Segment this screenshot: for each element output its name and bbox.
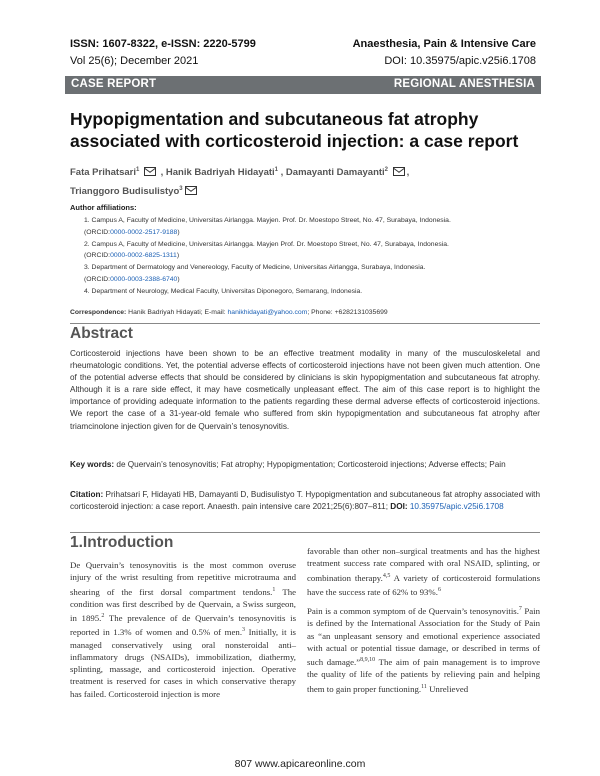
ref-sup: 8,9,10 <box>360 657 376 664</box>
correspondence-post: ; Phone: +6282131035699 <box>307 309 388 316</box>
orcid-label: (ORCID: <box>84 228 111 236</box>
doi-header[interactable]: DOI: 10.35975/apic.v25i6.1708 <box>384 55 536 67</box>
section-banner <box>65 76 541 94</box>
abstract-heading: Abstract <box>70 325 133 342</box>
correspondence <box>70 309 540 316</box>
author-3: , Damayanti Damayanti <box>280 167 385 179</box>
author-2: , Hanik Badriyah Hidayati <box>160 167 275 179</box>
orcid-link[interactable]: 0000-0002-6825-1311 <box>110 252 177 260</box>
intro-paragraph <box>307 545 540 598</box>
correspondence-label: Correspondence: <box>70 309 127 316</box>
correspondence-pre: Hanik Badriyah Hidayati; E-mail: <box>126 309 228 316</box>
ref-sup: 1 <box>272 586 276 593</box>
page-footer: 807 www.apicareonline.com <box>234 758 366 770</box>
intro-text: favorable than other non–surgical treatments and has the highest treatment success rate compared with oral NSAID, splinting, or combination therapy. <box>307 546 540 583</box>
affiliation-orcid <box>84 274 534 286</box>
intro-paragraph <box>307 603 540 695</box>
author-4: Trianggoro Budisulistyo <box>70 186 180 198</box>
introduction-heading: 1.Introduction <box>70 534 174 551</box>
citation-text: Prihatsari F, Hidayati HB, Damayanti D, Budisulistyo T. Hypopigmentation and subcutaneous fat atrophy associated with corticosteroid injection: a case report. Anaesth. pain intensive care 2021;25(6):807–811; <box>70 490 540 512</box>
orcid-end: ) <box>177 275 180 283</box>
author-3-sup: 2 <box>384 167 389 173</box>
ref-sup: 4,5 <box>382 572 391 579</box>
author-1-sup: 1 <box>136 167 140 173</box>
divider <box>70 532 540 533</box>
affiliation-item <box>84 239 534 251</box>
affiliations-heading: Author affiliations: <box>70 203 137 212</box>
ref-sup: 2 <box>101 613 105 620</box>
author-list <box>70 162 530 200</box>
ref-sup: 7 <box>518 606 522 613</box>
author-1: Fata Prihatsari <box>70 167 136 179</box>
citation-doi-label: DOI: <box>390 502 408 512</box>
abstract-text: Corticosteroid injections have been shown to be an effective treatment modality in many of the musculoskeletal and rheumatologic conditions. Yet, the potential adverse effects of corticosteroid injections have not been given much attention. One of the potential adverse effects that should be considered by clinicians is skin hypopigmentation and subcutaneous fat atrophy. Although it is a rare side effect, it may have cosmetically unpleasant effect. The aim of this case report is to highlight the importance of providing adequate information to the patients regarding these dermal adverse effects of corticosteroid injections. We report the case of a 31-year-old female who suffered from skin hypopigmentation and subcutaneous fat atrophy after triamcinolone injection given for de Quervain’s tenosynovitis. <box>70 349 540 431</box>
orcid-end: ) <box>177 228 180 236</box>
intro-text: Pain is defined by the International Association for the Study of Pain as “an unpleasant sensory and emotional experience associated with actual or potential tissue damage, or described in terms of such damage.” <box>307 605 540 668</box>
banner-case-report: CASE REPORT <box>71 78 157 90</box>
intro-column-1 <box>70 559 296 700</box>
keywords <box>70 459 540 471</box>
volume-text: Vol 25(6); December 2021 <box>70 55 199 67</box>
intro-text: Initially, it is managed conservatively using oral nonsteroidal anti–inflammatory drugs (NSAIDs), immobilization, diathermy, splinting, massage, and corticosteroid injection. Operative treatment is reserved for cases in which conservative therapy has failed. Corticosteroid injection is more <box>70 627 296 699</box>
ref-sup: 11 <box>421 683 427 690</box>
email-icon[interactable] <box>185 186 197 195</box>
orcid-end: ) <box>176 252 180 260</box>
journal-name: Anaesthesia, Pain & Intensive Care <box>352 38 536 50</box>
intro-text: The condition was first described by de Quervain, a Swiss surgeon, in 1895. <box>70 586 296 624</box>
keywords-label: Key words: <box>70 460 115 469</box>
intro-text: A variety of corticosteroid formulations have the success rate of 62% to 93%. <box>307 572 540 597</box>
orcid-link[interactable]: 0000-0002-2517-9188 <box>110 228 178 236</box>
issn-text: ISSN: 1607-8322, e-ISSN: 2220-5799 <box>70 38 256 50</box>
citation <box>70 489 540 513</box>
affiliations-list <box>84 215 534 298</box>
banner-regional-anesthesia: REGIONAL ANESTHESIA <box>393 78 535 90</box>
affiliation-orcid <box>84 227 534 239</box>
orcid-label: (ORCID: <box>84 252 111 260</box>
intro-text: Pain is a common symptom of de Quervain’s tenosynovitis. <box>307 605 519 616</box>
affiliation-text: 1. Campus A, Faculty of Medicine, Universitas Airlangga. Mayjen. Prof. Dr. Moestopo Street, No. 47, Surabaya, Indonesia. <box>84 217 451 224</box>
affiliation-item <box>84 215 534 227</box>
ref-sup: 3 <box>242 627 246 634</box>
citation-doi-link[interactable]: 10.35975/apic.v25i6.1708 <box>409 502 504 512</box>
ref-sup: 6 <box>437 586 441 593</box>
email-icon[interactable] <box>393 167 405 176</box>
author-separator: , <box>406 167 410 179</box>
author-4-sup: 3 <box>179 186 183 193</box>
divider <box>70 323 540 324</box>
author-2-sup: 1 <box>274 167 279 173</box>
affiliation-orcid <box>84 250 534 262</box>
affiliation-text: 3. Department of Dermatology and Venereology, Faculty of Medicine, Universitas Airlangga, Surabaya, Indonesia. <box>84 264 426 272</box>
affiliation-item <box>84 262 534 274</box>
citation-label: Citation: <box>70 490 104 499</box>
intro-column-2 <box>307 545 540 695</box>
intro-text: The aim of pain management is to improve the quality of life of the patients by relieving pain and helping them to gain proper functioning. <box>307 657 540 694</box>
affiliation-text: 4. Department of Neurology, Medical Faculty, Universitas Diponegoro, Semarang, Indonesia. <box>84 287 363 295</box>
affiliation-text: 2. Campus A, Faculty of Medicine, Universitas Airlangga. Mayjen Prof. Dr. Moestopo Street, No. 47, Surabaya, Indonesia. <box>84 240 449 248</box>
email-icon[interactable] <box>144 167 156 176</box>
keywords-text: de Quervain’s tenosynovitis; Fat atrophy; Hypopigmentation; Corticosteroid injections; Adverse effects; Pain <box>114 460 506 469</box>
intro-text: The prevalence of de Quervain’s tenosynovitis is reported in 1.3% of women and 0.5% of men. <box>70 613 296 638</box>
affiliation-item <box>84 286 534 298</box>
intro-text: Unrelieved <box>426 683 469 694</box>
orcid-link[interactable]: 0000-0003-2388-6740 <box>110 275 178 283</box>
article-title: Hypopigmentation and subcutaneous fat atrophy associated with corticosteroid injection: a case report <box>70 109 519 151</box>
correspondence-email[interactable]: hanikhidayati@yahoo.com <box>227 309 308 316</box>
orcid-label: (ORCID: <box>84 275 111 283</box>
intro-text: De Quervain’s tenosynovitis is the most common overuse injury of the wrist resulting from repetitive microtrauma and shearing of the first dorsal compartment tendons. <box>70 560 296 597</box>
